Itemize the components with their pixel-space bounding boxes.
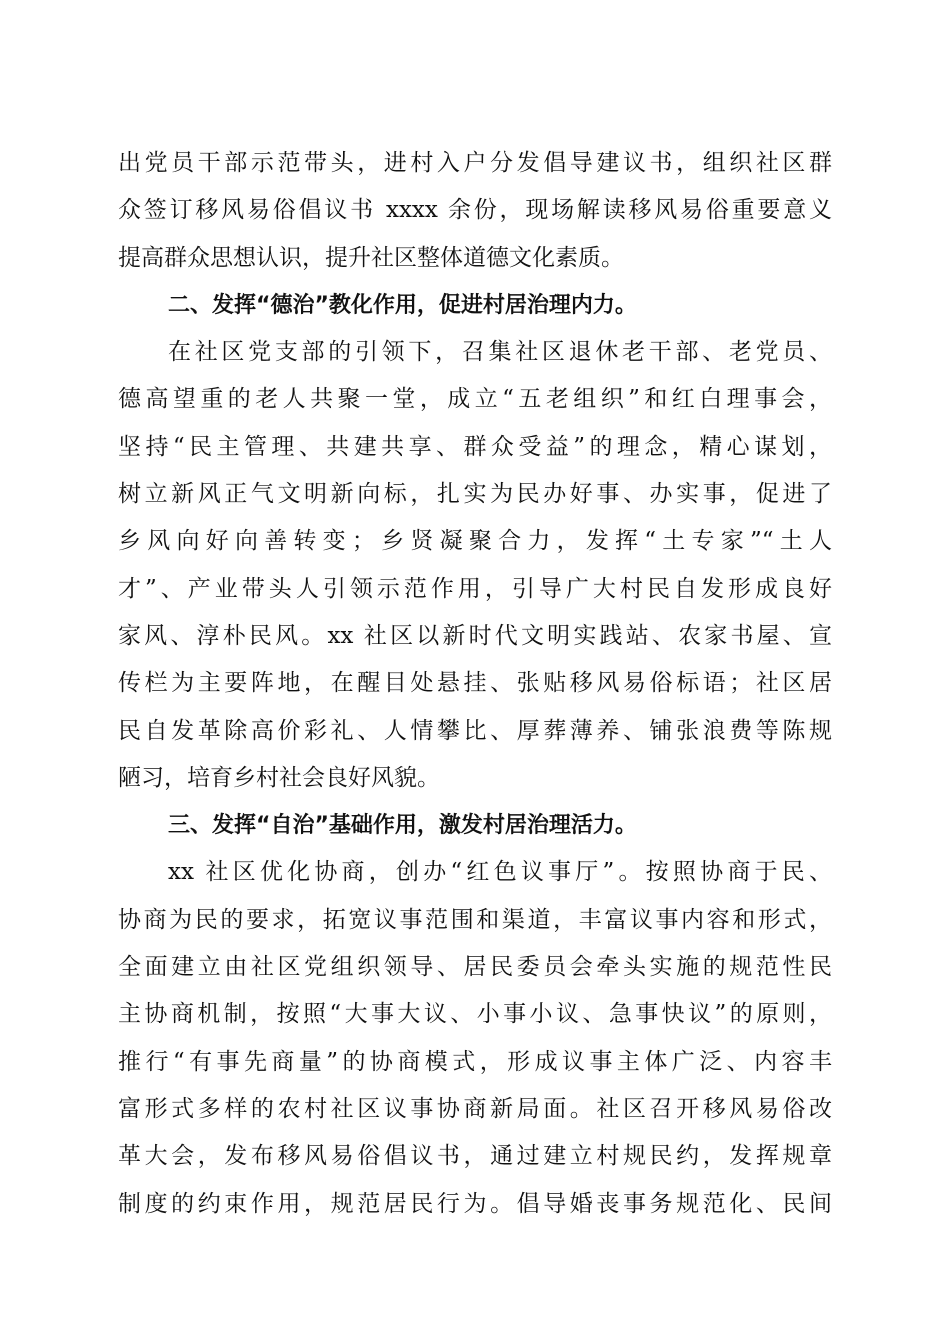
paragraph-3 bbox=[118, 849, 832, 1227]
paragraph-line: 才”、产业带头人引领示范作用，引导广大村民自发形成良好 bbox=[118, 575, 832, 602]
paragraph-line: 树立新风正气文明新向标，扎实为民办好事、办实事，促进了 bbox=[118, 481, 832, 508]
paragraph-line: 全面建立由社区党组织领导、居民委员会牵头实施的规范性民 bbox=[118, 954, 832, 981]
paragraph-line: 主协商机制，按照“大事大议、小事小议、急事快议”的原则， bbox=[118, 1001, 832, 1028]
document-body bbox=[118, 140, 832, 1228]
paragraph-line: 家风、淳朴民风。xx 社区以新时代文明实践站、农家书屋、宣 bbox=[118, 622, 832, 649]
paragraph-1 bbox=[118, 140, 832, 282]
section-heading-3: 三、发挥“自治”基础作用，激发村居治理活力。 bbox=[168, 813, 637, 839]
paragraph-line: 众签订移风易俗倡议书 xxxx 余份，现场解读移风易俗重要意义 bbox=[118, 197, 832, 224]
paragraph-line: 出党员干部示范带头，进村入户分发倡导建议书，组织社区群 bbox=[118, 150, 832, 176]
paragraph-line: xx 社区优化协商，创办“红色议事厅”。按照协商于民、 bbox=[168, 859, 832, 886]
paragraph-line: 陋习，培育乡村社会良好风貌。 bbox=[118, 764, 440, 791]
paragraph-line: 传栏为主要阵地，在醒目处悬挂、张贴移风易俗标语；社区居 bbox=[118, 670, 832, 697]
paragraph-line: 革大会，发布移风易俗倡议书，通过建立村规民约，发挥规章 bbox=[118, 1143, 832, 1170]
paragraph-line: 推行“有事先商量”的协商模式，形成议事主体广泛、内容丰 bbox=[118, 1048, 832, 1075]
paragraph-line: 提高群众思想认识，提升社区整体道德文化素质。 bbox=[118, 244, 624, 271]
paragraph-line: 制度的约束作用，规范居民行为。倡导婚丧事务规范化、民间 bbox=[118, 1190, 832, 1217]
section-heading-2: 二、发挥“德治”教化作用，促进村居治理内力。 bbox=[168, 292, 637, 318]
paragraph-line: 协商为民的要求，拓宽议事范围和渠道，丰富议事内容和形式， bbox=[118, 906, 832, 933]
paragraph-line: 德高望重的老人共聚一堂，成立“五老组织”和红白理事会， bbox=[118, 386, 832, 413]
paragraph-line: 民自发革除高价彩礼、人情攀比、厚葬薄养、铺张浪费等陈规 bbox=[118, 717, 832, 744]
paragraph-line: 在社区党支部的引领下，召集社区退休老干部、老党员、 bbox=[168, 339, 832, 366]
paragraph-line: 富形式多样的农村社区议事协商新局面。社区召开移风易俗改 bbox=[118, 1095, 832, 1122]
paragraph-line: 坚持“民主管理、共建共享、群众受益”的理念，精心谋划， bbox=[118, 433, 832, 460]
paragraph-2 bbox=[118, 329, 832, 802]
paragraph-line: 乡风向好向善转变；乡贤凝聚合力，发挥“土专家”“土人 bbox=[118, 528, 832, 555]
